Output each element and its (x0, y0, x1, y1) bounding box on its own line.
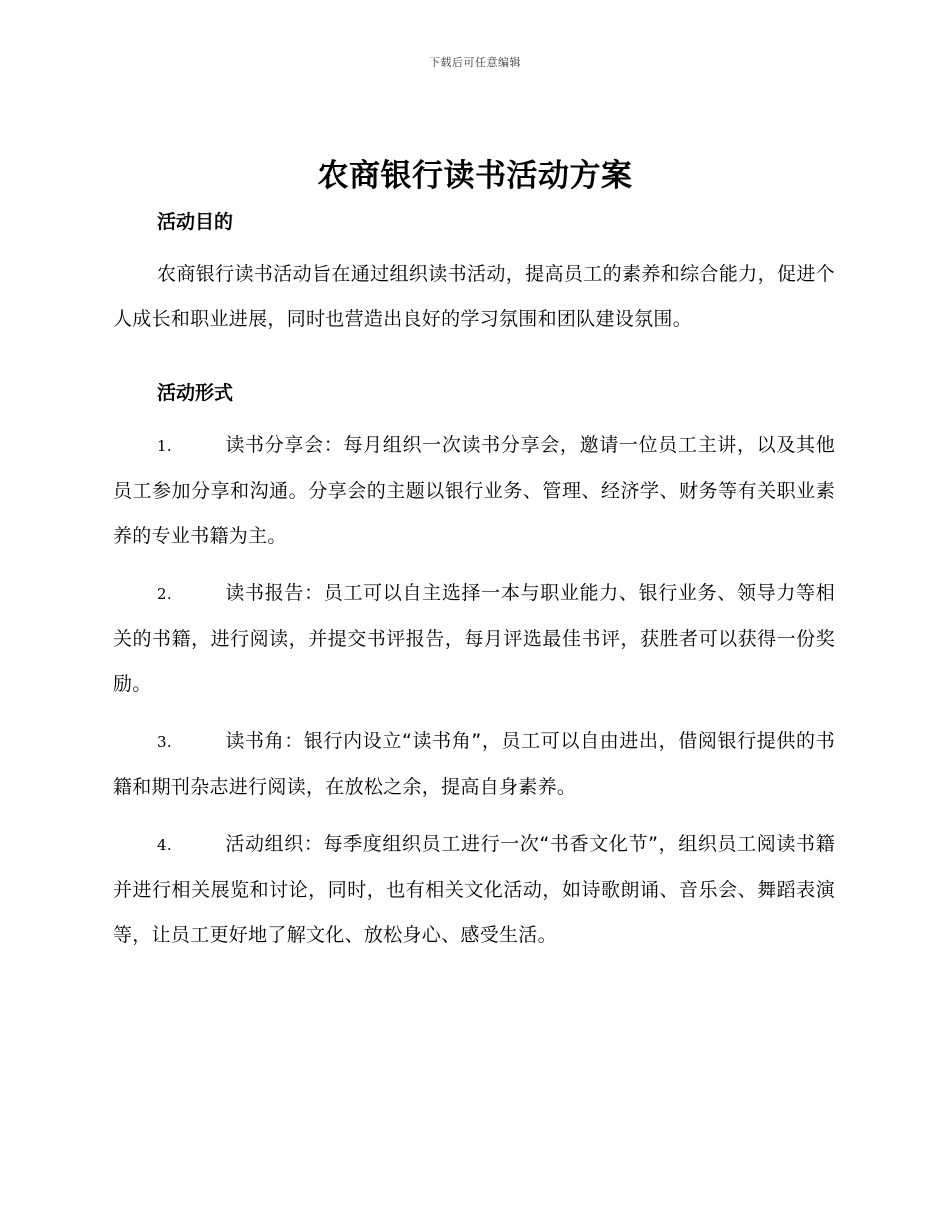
list-item-text: 读书角：银行内设立“读书角”，员工可以自由进出，借阅银行提供的书籍和期刊杂志进行阅读，在放松之余，提高自身素养。 (113, 730, 835, 798)
list-item (113, 719, 835, 810)
section-heading-purpose: 活动目的 (157, 211, 234, 233)
list-item (113, 822, 835, 958)
document-title: 农商银行读书活动方案 (317, 158, 633, 194)
purpose-paragraph: 农商银行读书活动旨在通过组织读书活动，提高员工的素养和综合能力，促进个人成长和职业进展，同时也营造出良好的学习氛围和团队建设氛围。 (113, 263, 835, 330)
list-item-number: 4. (157, 836, 172, 854)
list-item-text: 活动组织：每季度组织员工进行一次“书香文化节”，组织员工阅读书籍并进行相关展览和讨论，同时，也有相关文化活动，如诗歌朗诵、音乐会、舞蹈表演等，让员工更好地了解文化、放松身心、感受生活。 (113, 833, 835, 946)
list-item-number: 2. (157, 585, 172, 603)
header-note: 下载后可任意编辑 (429, 56, 521, 69)
list-item-number: 3. (157, 733, 172, 751)
format-list (113, 423, 835, 958)
list-item-text: 读书报告：员工可以自主选择一本与职业能力、银行业务、领导力等相关的书籍，进行阅读，并提交书评报告，每月评选最佳书评，获胜者可以获得一份奖励。 (113, 582, 835, 695)
list-item-text: 读书分享会：每月组织一次读书分享会，邀请一位员工主讲，以及其他员工参加分享和沟通。分享会的主题以银行业务、管理、经济学、财务等有关职业素养的专业书籍为主。 (113, 434, 835, 547)
section-heading-format: 活动形式 (157, 382, 234, 404)
list-item (113, 423, 835, 559)
list-item-number: 1. (157, 437, 172, 455)
document-body (113, 206, 835, 958)
list-item (113, 571, 835, 707)
